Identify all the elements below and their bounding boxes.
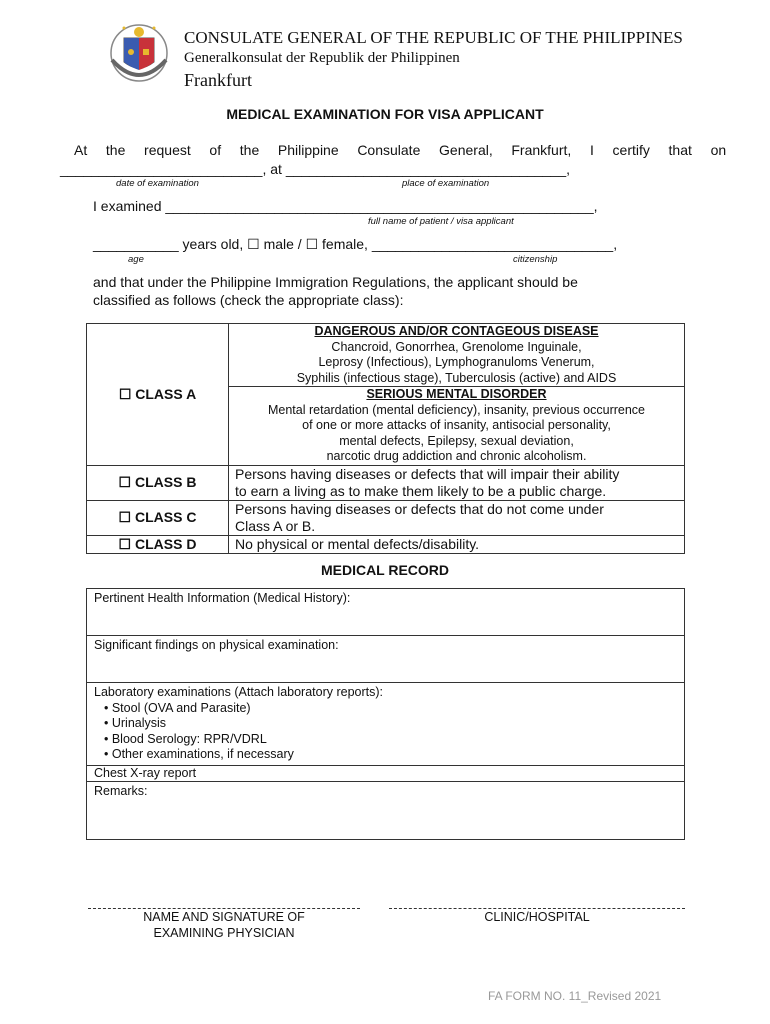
regulations-line-1: and that under the Philippine Immigration Regulations, the applicant should be [93,274,578,290]
caption-date: date of examination [116,178,199,189]
intro-line: At the request of the Philippine Consulate General, Frankfurt, I certify that on [74,142,727,158]
caption-full-name: full name of patient / visa applicant [368,216,514,227]
philippine-seal-icon [104,20,174,92]
physical-findings-field[interactable]: Significant findings on physical examination: [87,636,685,683]
consulate-city: Frankfurt [184,70,252,90]
medical-history-field[interactable]: Pertinent Health Information (Medical History): [87,589,685,636]
caption-place: place of examination [402,178,490,189]
lab-item: • Stool (OVA and Parasite) [104,700,251,715]
date-place-line: __________________________, at ____________________________________, [60,161,571,177]
date-of-examination-field[interactable]: __________________________ [60,161,263,177]
clinic-signature-line[interactable] [389,908,685,909]
physician-signature-line[interactable] [88,908,360,909]
remarks-field[interactable]: Remarks: [87,782,685,840]
mental-disorder-cell: SERIOUS MENTAL DISORDER Mental retardation (mental deficiency), insanity, previous occurrence of one or more attacks of insanity, antisocial personality, mental defects, Epilepsy, sexual deviation, narcotic drug addiction and chronic alcoholism. [229,387,685,466]
lab-item: • Other examinations, if necessary [104,747,294,761]
lab-item: • Urinalysis [104,716,167,730]
class-b-checkbox[interactable]: ☐ CLASS B [87,465,229,500]
medical-record-title: MEDICAL RECORD [320,562,450,578]
form-number: FA FORM NO. 11_Revised 2021 [488,989,662,1003]
class-d-description: No physical or mental defects/disability. [229,535,685,553]
caption-citizenship: citizenship [513,254,558,265]
consulate-name-german: Generalkonsulat der Republik der Philippinen [184,50,460,66]
clinic-caption: CLINIC/HOSPITAL [484,910,590,924]
dangerous-disease-heading: DANGEROUS AND/OR CONTAGEOUS DISEASE [314,324,599,338]
caption-age: age [128,254,144,265]
examined-line[interactable]: I examined _______________________________________________________, [93,198,598,214]
lab-item: • Blood Serology: RPR/VDRL [104,731,267,746]
chest-xray-field[interactable]: Chest X-ray report [87,765,685,782]
consulate-name: CONSULATE GENERAL OF THE REPUBLIC OF THE PHILIPPINES [184,28,683,47]
form-title: MEDICAL EXAMINATION FOR VISA APPLICANT [226,106,544,122]
physician-signature-caption: NAME AND SIGNATURE OF EXAMINING PHYSICIAN [143,910,305,940]
classification-table [86,323,685,554]
class-d-checkbox[interactable]: ☐ CLASS D [87,535,229,553]
regulations-line-2: classified as follows (check the appropriate class): [93,292,404,308]
class-c-checkbox[interactable]: ☐ CLASS C [87,500,229,535]
place-of-examination-field[interactable]: ____________________________________ [285,161,567,177]
mental-disorder-heading: SERIOUS MENTAL DISORDER [366,387,547,401]
class-a-checkbox[interactable]: ☐ CLASS A [87,324,229,466]
class-c-description: Persons having diseases or defects that do not come under Class A or B. [229,500,685,535]
dangerous-disease-cell: DANGEROUS AND/OR CONTAGEOUS DISEASE Chancroid, Gonorrhea, Grenolome Inguinale, Leprosy (Infectious), Lymphogranuloms Venerum, Syphilis (infectious stage), Tuberculosis (active) and AIDS [229,324,685,387]
age-sex-citizenship-line[interactable]: ___________ years old, ☐ male / ☐ female, _______________________________, [93,236,618,252]
laboratory-field[interactable]: Laboratory examinations (Attach laboratory reports): • Stool (OVA and Parasite) • Urinalysis • Blood Serology: RPR/VDRL • Other examinations, if necessary [87,683,685,766]
class-b-description: Persons having diseases or defects that will impair their ability to earn a living as to make them likely to be a public charge. [229,465,685,500]
medical-record-table [86,588,685,840]
